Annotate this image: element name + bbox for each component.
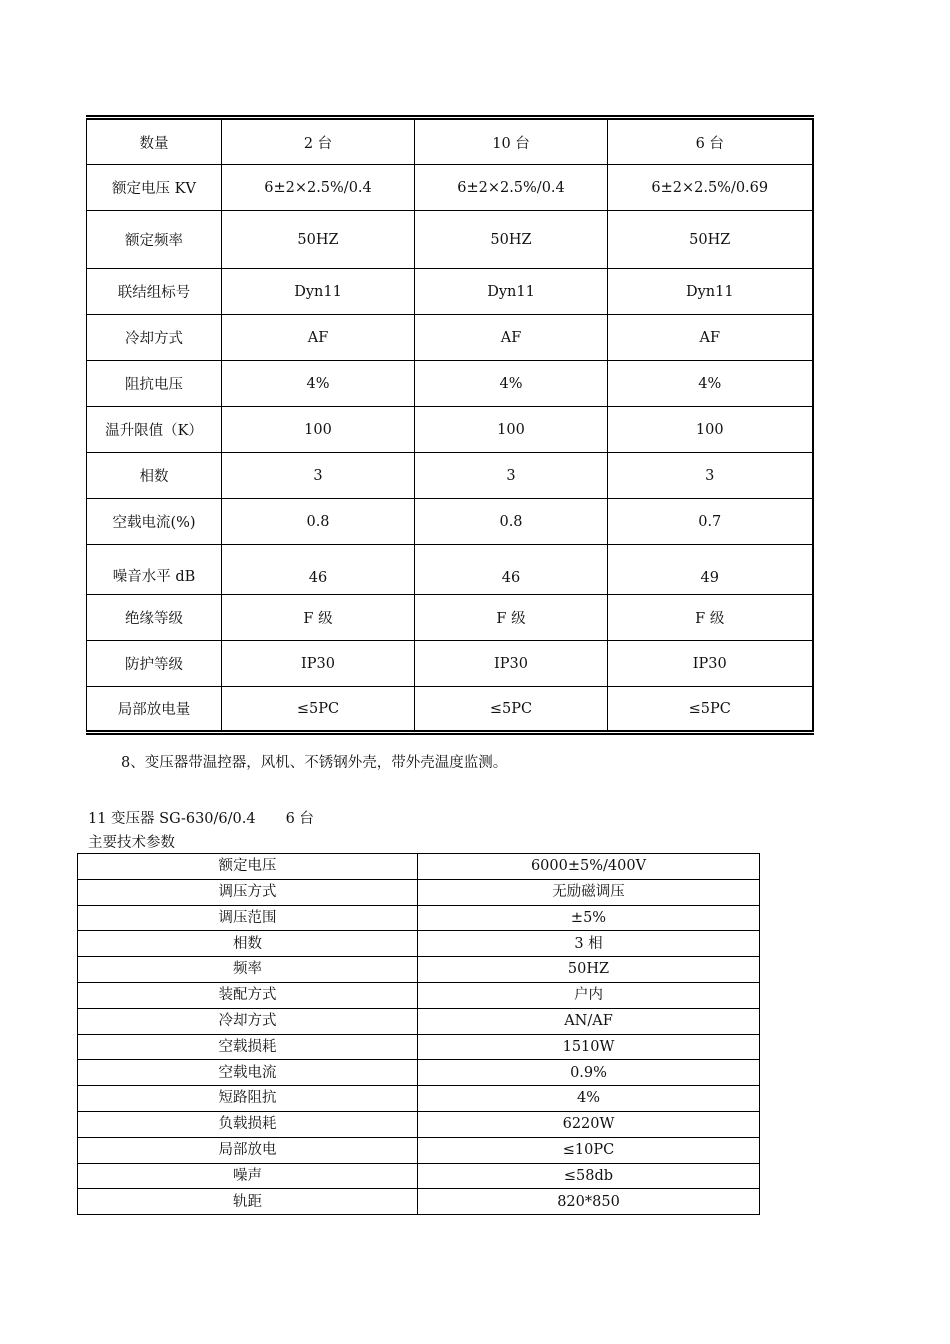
param-name: 轨距 [78,1189,418,1215]
parameters-subheading: 主要技术参数 [88,835,175,851]
cell-value: F 级 [608,595,813,641]
row-label: 冷却方式 [87,315,222,361]
param-name: 负载损耗 [78,1111,418,1137]
param-name: 调压范围 [78,905,418,931]
param-value: ≤10PC [418,1137,760,1163]
param-value: AN/AF [418,1008,760,1034]
param-name: 装配方式 [78,982,418,1008]
cell-value: 4% [222,361,415,407]
param-name: 频率 [78,957,418,983]
param-name: 冷却方式 [78,1008,418,1034]
param-name: 空载损耗 [78,1034,418,1060]
cell-value: Dyn11 [415,269,608,315]
param-name: 短路阻抗 [78,1086,418,1112]
param-value: 6000±5%/400V [418,854,760,880]
row-label: 噪音水平 dB [87,545,222,595]
transformer-model: 11 变压器 SG-630/6/0.4 [88,811,256,827]
table-row [87,118,813,165]
row-label: 数量 [87,118,222,165]
cell-value: 100 [222,407,415,453]
param-value: 820*850 [418,1189,760,1215]
section-heading [88,807,314,828]
table-row [78,1060,760,1086]
transformer-quantity: 6 台 [285,811,314,827]
row-label: 阻抗电压 [87,361,222,407]
cell-value: AF [222,315,415,361]
cell-value: 3 [415,453,608,499]
param-name: 噪声 [78,1163,418,1189]
table-row [78,1189,760,1215]
cell-value: 6±2×2.5%/0.69 [608,165,813,211]
table-row [87,641,813,687]
param-value: ≤58db [418,1163,760,1189]
cell-value: 3 [222,453,415,499]
cell-value: IP30 [415,641,608,687]
row-label: 绝缘等级 [87,595,222,641]
cell-value: IP30 [222,641,415,687]
table-row [87,499,813,545]
cell-value: 10 台 [415,118,608,165]
cell-value: 50HZ [608,211,813,269]
table-row [78,1086,760,1112]
param-value: 0.9% [418,1060,760,1086]
table-row [78,905,760,931]
cell-value: 46 [415,545,608,595]
param-name: 局部放电 [78,1137,418,1163]
cell-value: 46 [222,545,415,595]
table-row [87,315,813,361]
cell-value: ≤5PC [415,687,608,733]
param-value: ±5% [418,905,760,931]
cell-value: AF [608,315,813,361]
cell-value: 2 台 [222,118,415,165]
param-value: 户内 [418,982,760,1008]
param-value: 4% [418,1086,760,1112]
cell-value: 50HZ [222,211,415,269]
row-label: 局部放电量 [87,687,222,733]
cell-value: 100 [608,407,813,453]
cell-value: 49 [608,545,813,595]
param-value: 1510W [418,1034,760,1060]
table-row [78,957,760,983]
table-row [78,1163,760,1189]
table-row [78,931,760,957]
cell-value: 50HZ [415,211,608,269]
param-value: 3 相 [418,931,760,957]
param-value: 无励磁调压 [418,879,760,905]
cell-value: ≤5PC [608,687,813,733]
cell-value: 3 [608,453,813,499]
row-label: 温升限值（K） [87,407,222,453]
requirement-note: 8、变压器带温控器，风机、不锈钢外壳，带外壳温度监测。 [121,755,508,771]
cell-value: F 级 [222,595,415,641]
row-label: 联结组标号 [87,269,222,315]
table-row [87,211,813,269]
table-row [87,453,813,499]
table-row [87,545,813,595]
table-row [78,982,760,1008]
cell-value: 6±2×2.5%/0.4 [415,165,608,211]
row-label: 相数 [87,453,222,499]
table-row [78,1111,760,1137]
table-row [87,407,813,453]
main-parameters-table [77,853,760,1215]
row-label: 额定电压 KV [87,165,222,211]
cell-value: F 级 [415,595,608,641]
cell-value: 0.7 [608,499,813,545]
param-name: 空载电流 [78,1060,418,1086]
table-row [78,1034,760,1060]
table-row [78,1008,760,1034]
cell-value: 0.8 [222,499,415,545]
table-row [87,361,813,407]
cell-value: 6±2×2.5%/0.4 [222,165,415,211]
cell-value: 4% [415,361,608,407]
param-name: 额定电压 [78,854,418,880]
cell-value: 4% [608,361,813,407]
table-row [78,1137,760,1163]
table-row [87,269,813,315]
table-row [78,879,760,905]
cell-value: 0.8 [415,499,608,545]
row-label: 额定频率 [87,211,222,269]
cell-value: ≤5PC [222,687,415,733]
table-row [87,595,813,641]
param-name: 调压方式 [78,879,418,905]
cell-value: IP30 [608,641,813,687]
param-value: 6220W [418,1111,760,1137]
cell-value: 6 台 [608,118,813,165]
table-row [78,854,760,880]
table-row [87,165,813,211]
row-label: 防护等级 [87,641,222,687]
param-value: 50HZ [418,957,760,983]
param-name: 相数 [78,931,418,957]
table-row [87,687,813,733]
cell-value: Dyn11 [608,269,813,315]
cell-value: 100 [415,407,608,453]
cell-value: Dyn11 [222,269,415,315]
transformer-spec-table [86,115,814,735]
row-label: 空载电流(%) [87,499,222,545]
cell-value: AF [415,315,608,361]
